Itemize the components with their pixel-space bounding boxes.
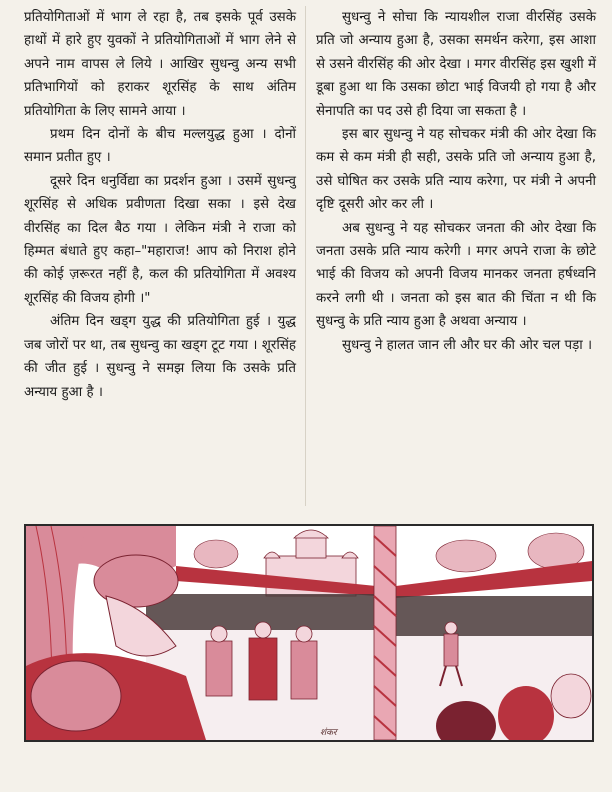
paragraph: अब सुधन्वु ने यह सोचकर जनता की ओर देखा कि जनता उसके प्रति न्याय करेगी । मगर अपने राजा के छोटे भाई की विजय को अपनी विजय मानकर जनता हर्षध्वनि करने लगी थी । जनता को इस बात की चिंता न थी कि सुधन्वु के प्रति न्याय हुआ है अथवा अन्याय । xyxy=(316,220,596,330)
right-text-column xyxy=(316,6,596,357)
pillar xyxy=(374,526,396,740)
paragraph: प्रतियोगिताओं में भाग ले रहा है, तब इसके पूर्व उसके हाथों में हारे हुए युवकों ने प्रतियोगिताओं में भाग लेने से अपने नाम वापस ले लिये । आखिर सुधन्वु अन्य सभी प्रतिभागियों को हराकर शूरसिंह के साथ अंतिम प्रतियोगिता के लिए सामने आया । xyxy=(24,10,296,119)
column-divider xyxy=(305,6,306,506)
left-text-column xyxy=(24,6,296,404)
paragraph: सुधन्वु ने सोचा कि न्यायशील राजा वीरसिंह उसके प्रति जो अन्याय हुआ है, उसका समर्थन करेगा, इस आशा से उसने वीरसिंह की ओर देखा । मगर वीरसिंह इस खुशी में डूबा हुआ था कि उसका छोटा भाई विजयी हो गया है और सेनापति का पद उसे ही दिया जा सकता है । xyxy=(316,10,596,119)
artist-signature: शंकर xyxy=(320,728,337,738)
paragraph: इस बार सुधन्वु ने यह सोचकर मंत्री की ओर देखा कि कम से कम मंत्री ही सही, उसके प्रति जो अन्याय हुआ है, उसे घोषित कर उसके प्रति न्याय करेगा, पर मंत्री ने अपनी दृष्टि दूसरी ओर कर ली । xyxy=(316,127,596,213)
paragraph: प्रथम दिन दोनों के बीच मल्लयुद्ध हुआ । दोनों समान प्रतीत हुए । xyxy=(24,127,296,166)
story-illustration xyxy=(24,524,594,742)
paragraph: सुधन्वु ने हालत जान ली और घर की ओर चल पड़ा । xyxy=(342,337,593,353)
paragraph: अंतिम दिन खड्ग युद्ध की प्रतियोगिता हुई । युद्ध जब जोरों पर था, तब सुधन्वु का खड्ग टूट गया । शूरसिंह की जीत हुई । सुधन्वु ने समझ लिया कि उसके प्रति अन्याय हुआ है । xyxy=(24,314,296,400)
standing-figures xyxy=(206,622,317,700)
paragraph: दूसरे दिन धनुर्विद्या का प्रदर्शन हुआ । उसमें सुधन्वु शूरसिंह से अधिक प्रवीणता दिखा सका । इसे देख वीरसिंह का दिल बैठ गया । लेकिन मंत्री ने राजा को हिम्मत बंधाते हुए कहा–"महाराज! आप को निराश होने की कोई ज़रूरत नहीं है, कल की प्रतियोगिता में अवश्य शूरसिंह की विजय होगी ।" xyxy=(24,173,296,306)
